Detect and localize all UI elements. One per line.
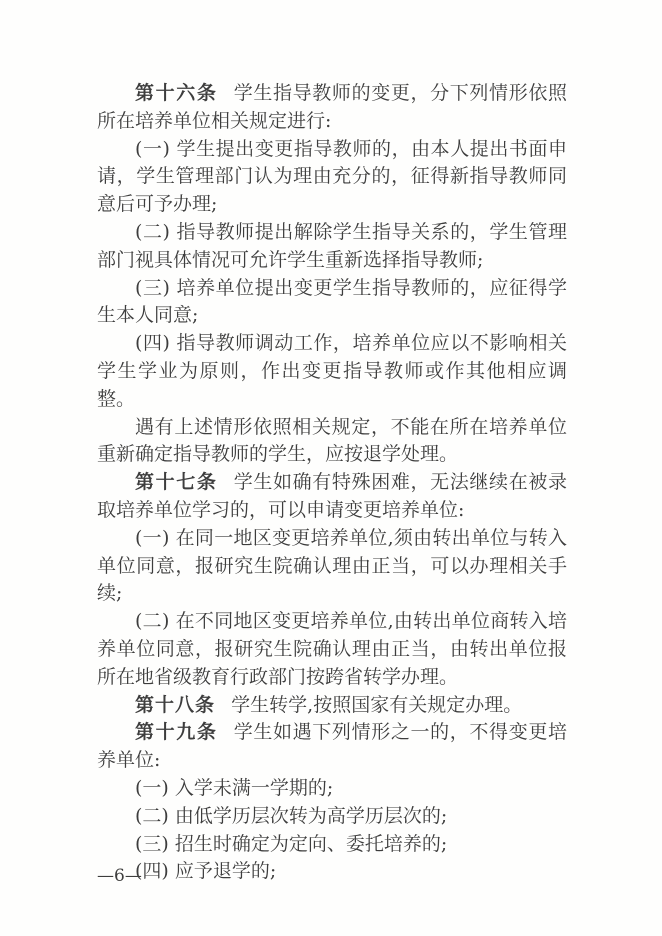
article-17-text: 学生如确有特殊困难，无法继续在被录取培养单位学习的，可以申请变更培养单位: — [97, 471, 567, 521]
article-16-closing-text: 遇有上述情形依照相关规定，不能在所在培养单位重新确定指导教师的学生，应按退学处理。 — [97, 415, 567, 466]
article-17-item-1-text: (一) 在同一地区变更培养单位,须由转出单位与转入单位同意，报研究生院确认理由正当，可以办理相关手续; — [97, 526, 567, 605]
article-16-item-1-text: (一) 学生提出变更指导教师的，由本人提出书面申请，学生管理部门认为理由充分的，征得新指导教师同意后可予办理; — [97, 137, 567, 216]
article-18-text: 学生转学,按照国家有关规定办理。 — [231, 693, 523, 716]
article-16-text: 学生指导教师的变更，分下列情形依照所在培养单位相关规定进行: — [97, 82, 567, 132]
article-16-item-2 — [97, 219, 567, 275]
article-17-item-2 — [97, 608, 567, 691]
article-16-item-3 — [97, 275, 567, 331]
article-19-text: 学生如遇下列情形之一的，不得变更培养单位: — [97, 721, 567, 772]
document-body — [97, 80, 567, 886]
article-19-item-3-text: (三) 招生时确定为定向、委托培养的; — [135, 832, 448, 855]
page-number: —6— — [97, 866, 142, 886]
article-16-number: 第十六条 — [135, 82, 218, 104]
article-19-heading-paragraph — [97, 719, 567, 775]
article-16-item-3-text: (三) 培养单位提出变更学生指导教师的，应征得学生本人同意; — [97, 276, 567, 327]
article-19-item-3 — [97, 831, 567, 859]
article-19-item-1-text: (一) 入学未满一学期的; — [135, 776, 334, 799]
article-19-item-4 — [97, 858, 567, 886]
article-17-number: 第十七条 — [135, 471, 218, 494]
article-19-number: 第十九条 — [135, 721, 218, 744]
article-16-item-4-text: (四) 指导教师调动工作，培养单位应以不影响相关学生学业为原则，作出变更指导教师或作其他相应调整。 — [97, 332, 567, 410]
article-16-closing-paragraph — [97, 414, 567, 470]
article-17-heading-paragraph — [97, 469, 567, 525]
article-17-item-2-text: (二) 在不同地区变更培养单位,由转出单位商转入培养单位同意，报研究生院确认理由正当，由转出单位报所在地省级教育行政部门按跨省转学办理。 — [97, 610, 567, 688]
article-19-item-2 — [97, 803, 567, 831]
article-17-item-1 — [97, 525, 567, 608]
article-16-heading-paragraph — [97, 80, 567, 136]
article-16-item-4 — [97, 330, 567, 413]
article-19-item-2-text: (二) 由低学历层次转为高学历层次的; — [135, 804, 448, 827]
article-16-item-1 — [97, 136, 567, 219]
article-19-item-1 — [97, 775, 567, 803]
article-19-item-4-text: (四) 应予退学的; — [135, 860, 277, 883]
article-16-item-2-text: (二) 指导教师提出解除学生指导关系的，学生管理部门视具体情况可允许学生重新选择指导教师; — [97, 220, 567, 271]
article-18-number: 第十八条 — [135, 693, 216, 716]
article-18-heading-paragraph — [97, 692, 567, 720]
